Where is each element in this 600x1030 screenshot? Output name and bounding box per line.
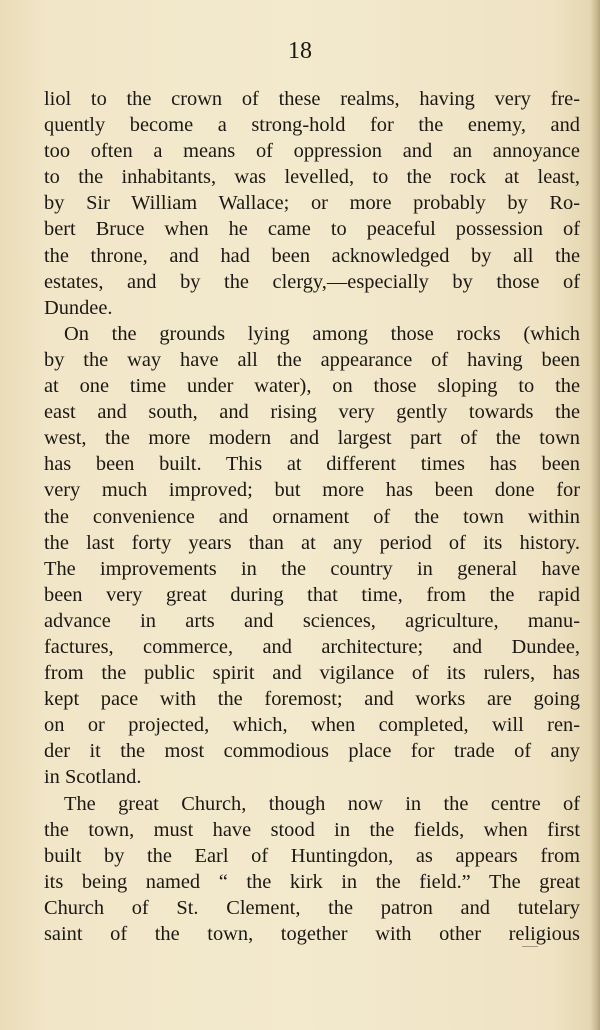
- text-line: to the inhabitants, was levelled, to the rock at least,: [44, 166, 580, 189]
- text-line: built by the Earl of Huntingdon, as appears from: [44, 844, 580, 867]
- text-line: west, the more modern and largest part of the town: [44, 427, 580, 450]
- text-line: at one time under water), on those sloping to the: [44, 375, 580, 398]
- text-line: its being named “ the kirk in the field.” The great: [44, 870, 580, 893]
- page-number: 18: [288, 38, 312, 64]
- text-line: quently become a strong-hold for the enemy, and: [44, 114, 580, 137]
- text-line: by the way have all the appearance of having been: [44, 348, 580, 371]
- text-line: in Scotland.: [44, 766, 142, 789]
- text-line: liol to the crown of these realms, having very fre-: [44, 88, 580, 110]
- text-line: kept pace with the foremost; and works are going: [44, 688, 580, 711]
- text-line: Dundee.: [44, 296, 113, 319]
- text-line: the last forty years than at any period of its history.: [44, 531, 580, 554]
- text-line: advance in arts and sciences, agriculture, manu-: [44, 609, 580, 632]
- text-line: has been built. This at different times has been: [44, 453, 580, 476]
- text-line: been very great during that time, from the rapid: [44, 583, 580, 606]
- text-line: Church of St. Clement, the patron and tutelary: [44, 896, 580, 919]
- text-line: der it the most commodious place for trade of any: [44, 740, 580, 763]
- body-text: [44, 86, 580, 947]
- text-line: on or projected, which, when completed, will ren-: [44, 714, 580, 737]
- text-line: The improvements in the country in general have: [44, 557, 580, 580]
- text-line: The great Church, though now in the centre of: [64, 792, 580, 815]
- text-line: the convenience and ornament of the town within: [44, 505, 580, 528]
- text-line: On the grounds lying among those rocks (which: [64, 322, 580, 345]
- text-line: from the public spirit and vigilance of its rulers, has: [44, 662, 580, 685]
- text-line: the throne, and had been acknowledged by all the: [44, 244, 580, 267]
- catchword-mark: [522, 946, 538, 947]
- text-line: saint of the town, together with other religious: [44, 923, 580, 945]
- page-edge-shadow: [590, 0, 600, 1030]
- text-line: east and south, and rising very gently towards the: [44, 401, 580, 424]
- text-line: too often a means of oppression and an annoyance: [44, 140, 580, 163]
- text-line: by Sir William Wallace; or more probably by Ro-: [44, 192, 580, 215]
- text-line: estates, and by the clergy,—especially by those of: [44, 270, 580, 293]
- text-line: very much improved; but more has been done for: [44, 479, 580, 502]
- text-line: the town, must have stood in the fields, when first: [44, 818, 580, 841]
- text-line: factures, commerce, and architecture; and Dundee,: [44, 635, 580, 658]
- text-line: bert Bruce when he came to peaceful possession of: [44, 218, 580, 241]
